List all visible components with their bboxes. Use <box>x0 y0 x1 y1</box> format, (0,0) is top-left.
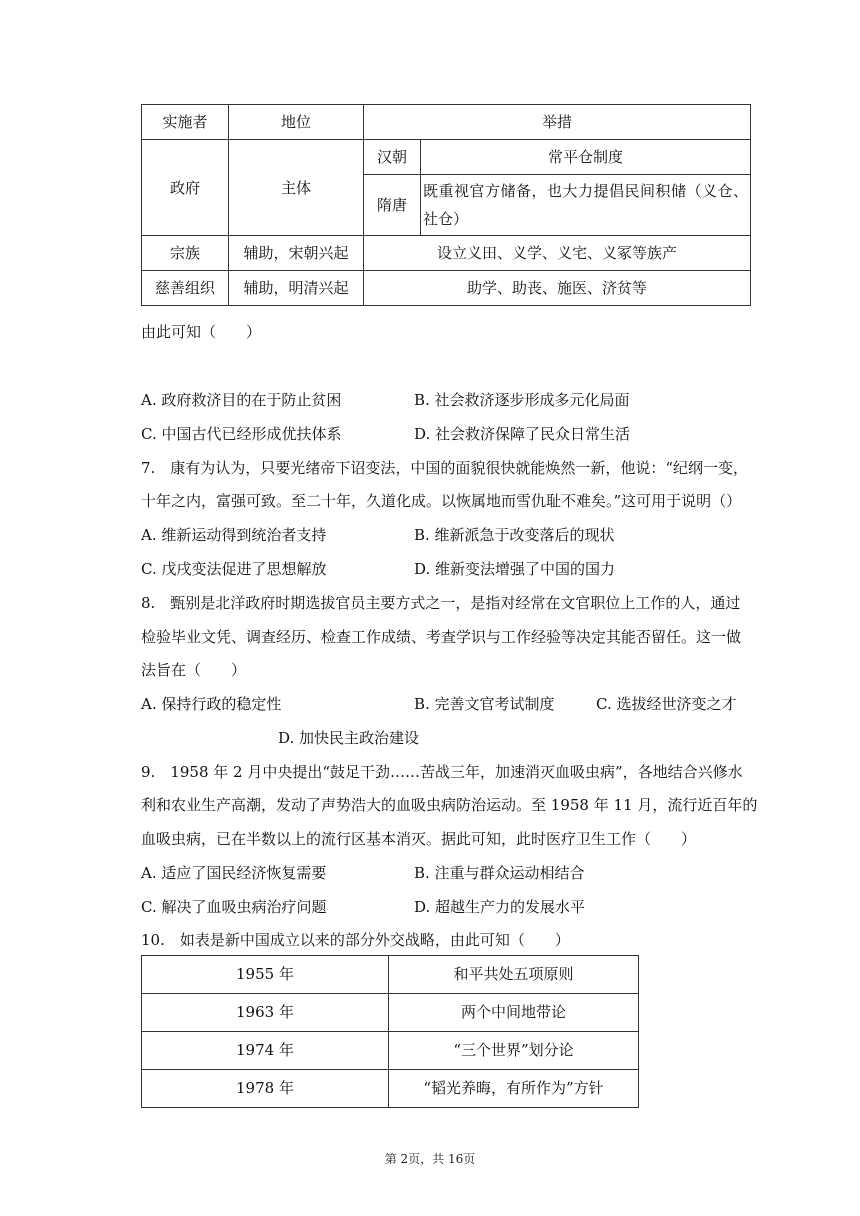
question-text-line: 检验毕业文凭、调查经历、检查工作成绩、考查学识与工作经验等决定其能否留任。这一做 <box>141 628 742 646</box>
option-a: A. 维新运动得到统治者支持 <box>141 526 327 544</box>
table-header-cell: 地位 <box>229 105 364 140</box>
table-cell-strategy: 两个中间地带论 <box>389 994 639 1032</box>
table-cell-dynasty: 隋唐 <box>364 175 421 236</box>
table-row <box>142 956 639 994</box>
table-cell-measure: 既重视官方储备，也大力提倡民间积储（义仓、社仓） <box>421 175 751 236</box>
table-cell-strategy: “韬光养晦，有所作为”方针 <box>389 1070 639 1108</box>
table-cell-year: 1963 年 <box>142 994 389 1032</box>
option-c: C. 戊戌变法促进了思想解放 <box>141 560 327 578</box>
option-d: D. 超越生产力的发展水平 <box>414 898 586 916</box>
option-c: C. 解决了血吸虫病治疗问题 <box>141 898 327 916</box>
table-cell-year: 1955 年 <box>142 956 389 994</box>
table-cell-measure: 助学、助丧、施医、济贫等 <box>364 271 751 306</box>
table-cell-dynasty: 汉朝 <box>364 140 421 175</box>
table-cell-year: 1974 年 <box>142 1032 389 1070</box>
option-b: B. 注重与群众运动相结合 <box>414 864 585 882</box>
table-cell-year: 1978 年 <box>142 1070 389 1108</box>
question-text-line: 8. 甄别是北洋政府时期选拔官员主要方式之一，是指对经常在文官职位上工作的人，通过 <box>141 594 741 612</box>
table-cell-status: 辅助，宋朝兴起 <box>229 236 364 271</box>
table-cell-actor: 宗族 <box>142 236 229 271</box>
table-cell-strategy: 和平共处五项原则 <box>389 956 639 994</box>
question-stem: 由此可知（ ） <box>141 323 262 341</box>
question-text-line: 血吸虫病，已在半数以上的流行区基本消灭。据此可知，此时医疗卫生工作（ ） <box>141 830 697 848</box>
option-d: D. 社会救济保障了民众日常生活 <box>414 425 631 443</box>
question-stem: 10. 如表是新中国成立以来的部分外交战略，由此可知（ ） <box>141 931 570 949</box>
table-row <box>142 236 751 271</box>
table-row <box>142 140 751 175</box>
question-text-line: 7. 康有为认为，只要光绪帝下诏变法，中国的面貌很快就能焕然一新，他说：“纪纲一变， <box>141 459 748 477</box>
page-footer: 第 2页，共 16页 <box>384 1152 476 1166</box>
question-text-line: 9. 1958 年 2 月中央提出“鼓足干劲……苦战三年，加速消灭血吸虫病”，各地结合兴修水 <box>141 763 743 781</box>
table-header-cell: 举措 <box>364 105 751 140</box>
option-a: A. 适应了国民经济恢复需要 <box>141 864 327 882</box>
relief-measures-table <box>141 104 751 306</box>
table-cell-measure: 设立义田、义学、义宅、义冢等族产 <box>364 236 751 271</box>
table-row <box>142 1070 639 1108</box>
option-a: A. 政府救济目的在于防止贫困 <box>141 391 342 409</box>
option-b: B. 完善文官考试制度 <box>414 695 555 713</box>
question-text-line: 法旨在（ ） <box>141 661 247 679</box>
table-header-cell: 实施者 <box>142 105 229 140</box>
option-d: D. 加快民主政治建设 <box>278 729 420 747</box>
table-cell-status: 辅助，明清兴起 <box>229 271 364 306</box>
option-d: D. 维新变法增强了中国的国力 <box>414 560 616 578</box>
option-a: A. 保持行政的稳定性 <box>141 695 282 713</box>
option-c: C. 中国古代已经形成优扶体系 <box>141 425 342 443</box>
option-b: B. 社会救济逐步形成多元化局面 <box>414 391 630 409</box>
table-header-row <box>142 105 751 140</box>
table-cell-strategy: “三个世界”划分论 <box>389 1032 639 1070</box>
table-cell-actor: 慈善组织 <box>142 271 229 306</box>
table-cell-actor: 政府 <box>142 140 229 236</box>
table-row <box>142 994 639 1032</box>
table-row <box>142 1032 639 1070</box>
table-cell-measure: 常平仓制度 <box>421 140 751 175</box>
table-row <box>142 271 751 306</box>
diplomacy-table <box>141 955 639 1108</box>
question-text-line: 利和农业生产高潮，发动了声势浩大的血吸虫病防治运动。至 1958 年 11 月，流行近百年的 <box>141 796 758 814</box>
option-c: C. 选拔经世济变之才 <box>596 695 737 713</box>
table-cell-status: 主体 <box>229 140 364 236</box>
question-text-line: 十年之内，富强可致。至二十年，久道化成。以恢属地而雪仇耻不难矣。”这可用于说明（） <box>141 492 742 510</box>
option-b: B. 维新派急于改变落后的现状 <box>414 526 615 544</box>
